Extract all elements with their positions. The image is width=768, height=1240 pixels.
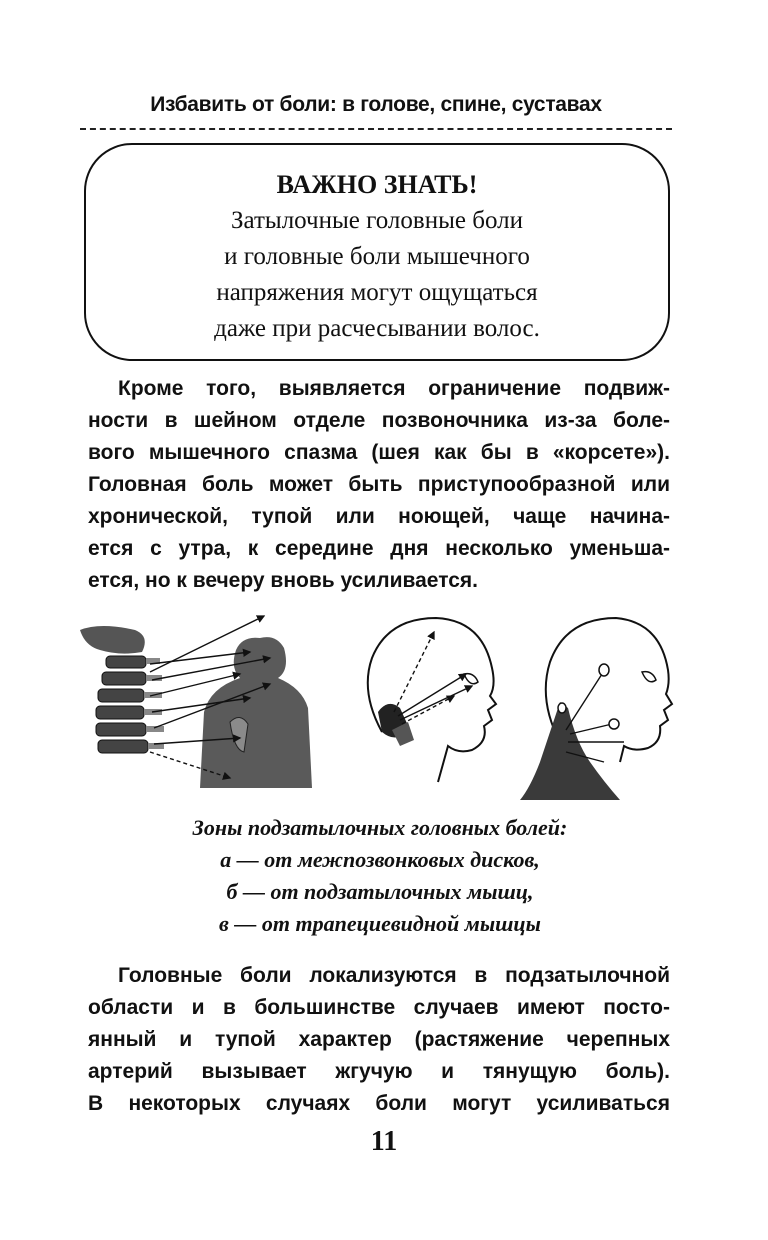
caption-item: б — от подзатылочных мышц,	[226, 879, 534, 904]
text-line: янный и тупой характер (растяжение черепных	[88, 1028, 670, 1051]
caption-item: а — от межпозвонковых дисков,	[220, 847, 540, 872]
headache-zones-figures	[80, 612, 680, 804]
figure-intervertebral-discs	[80, 612, 312, 788]
text-line: ности в шейном отделе позвоночника из-за боле-	[88, 409, 670, 432]
text-line: В некоторых случаях боли могут усиливаться	[88, 1092, 670, 1115]
figure-suboccipital-muscles	[348, 612, 508, 788]
body-paragraph-2	[88, 960, 670, 1120]
callout-line: даже при расчесывании волос.	[214, 315, 540, 342]
text-line: области и в большинстве случаев имеют посто-	[88, 996, 670, 1019]
text-line: Кроме того, выявляется ограничение подвиж-	[118, 377, 670, 400]
text-line: Головная боль может быть приступообразной или	[88, 473, 670, 496]
text-line: Головные боли локализуются в подзатылочной	[118, 964, 670, 987]
callout-line: Затылочные головные боли	[231, 207, 523, 234]
figure-trapezius-muscle	[520, 612, 680, 802]
text-line: ется, но к вечеру вновь усиливается.	[88, 569, 478, 592]
figure-caption	[80, 812, 680, 940]
caption-item: в — от трапециевидной мышцы	[219, 911, 541, 936]
page-number: 11	[370, 1126, 398, 1157]
text-line: вого мышечного спазма (шея как бы в «корсете»).	[88, 441, 670, 464]
callout-line: и головные боли мышечного	[224, 243, 530, 270]
callout-title: ВАЖНО ЗНАТЬ!	[276, 170, 478, 199]
text-line: ется с утра, к середине дня несколько уменьша-	[88, 537, 670, 560]
caption-title: Зоны подзатылочных головных болей:	[192, 815, 568, 840]
running-header	[80, 90, 672, 130]
body-paragraph-1	[88, 373, 670, 597]
running-title: Избавить от боли: в голове, спине, суставах	[150, 93, 602, 116]
text-line: хронической, тупой или ноющей, чаще начина-	[88, 505, 670, 528]
text-line: артерий вызывает жгучую и тянущую боль).	[88, 1060, 670, 1083]
callout-line: напряжения могут ощущаться	[216, 279, 538, 306]
important-callout-box	[84, 143, 670, 361]
